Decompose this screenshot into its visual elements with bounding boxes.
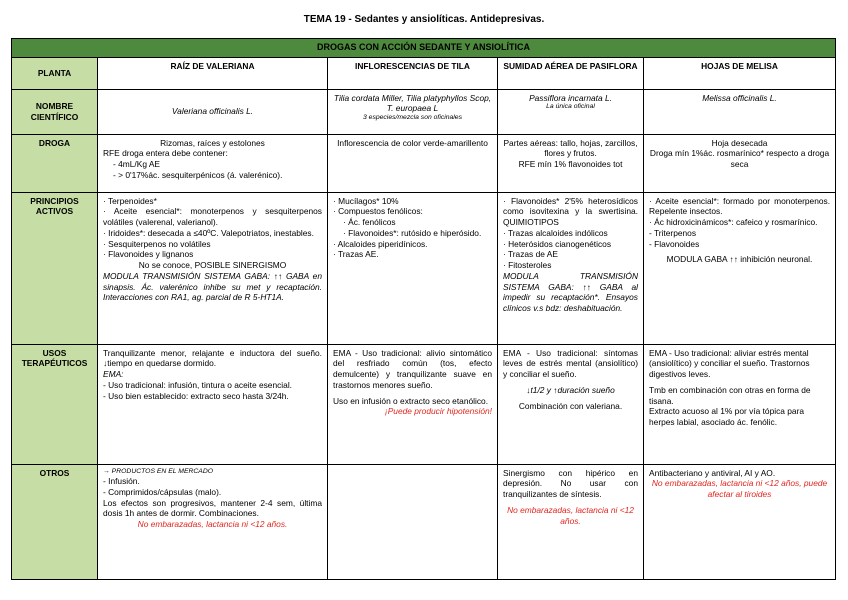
usos-pasiflora: [498, 344, 644, 464]
droga-tila: Inflorescencia de color verde-amarillento: [328, 134, 498, 192]
sci-name-pasiflora-cell: [498, 89, 644, 134]
sci-note-tila: 3 especies/mezcla son oficinales: [363, 114, 462, 122]
sci-note-pasiflora: La única oficinal: [546, 103, 595, 111]
otros-pasiflora: [498, 464, 644, 579]
otros-melisa-line: Antibacteriano y antiviral, AI y AO.: [649, 467, 776, 478]
usos-melisa: [644, 344, 836, 464]
pa-tila-line: · Flavonoides*: rutósido e hiperósido.: [343, 227, 482, 238]
pa-valeriana-line: · Iridoides*: desecada a ≤40ºC. Valepotriatos, inestables.: [103, 227, 314, 238]
col-header-tila: INFLORESCENCIAS DE TILA: [328, 57, 498, 89]
usos-tila: [328, 344, 498, 464]
drug-table: [11, 38, 836, 580]
otros-valeriana-line: - Comprimidos/cápsulas (malo).: [103, 486, 222, 497]
usos-valeriana: [98, 344, 328, 464]
col-header-valeriana: RAÍZ DE VALERIANA: [98, 57, 328, 89]
otros-melisa-warning: No embarazadas, lactancia ni <12 años, puede afectar al tiroides: [651, 478, 828, 500]
pa-pasiflora: [498, 192, 644, 344]
pa-tila-line: · Compuestos fenólicos:: [333, 206, 423, 217]
sci-name-tila: Tilia cordata Miller, Tilia platyphyllos Scop, T. europaea L: [333, 92, 492, 114]
col-header-melisa: HOJAS DE MELISA: [644, 57, 836, 89]
pa-melisa-line: - Triterpenos: [649, 227, 697, 238]
usos-pasiflora-line: Combinación con valeriana.: [518, 400, 623, 411]
sci-name-valeriana: Valeriana officinalis L.: [98, 89, 328, 134]
otros-valeriana-warning: No embarazadas, lactancia ni <12 años.: [137, 519, 288, 530]
droga-valeriana-line: - 4mL/Kg AE: [113, 159, 161, 170]
pa-tila-line: · Trazas AE.: [333, 249, 379, 260]
row-header-usos: USOS TERAPÉUTICOS: [12, 344, 98, 464]
droga-valeriana-line: RFE droga entera debe contener:: [103, 148, 228, 159]
droga-valeriana-line: Rizomas, raíces y estolones: [160, 137, 265, 148]
pa-valeriana-line: MODULA TRANSMISIÓN SISTEMA GABA: ↑↑ GABA en sinapsis. Ác. valerénico inhibe su met y recaptación. Interacciones con RA1, ag. parcial de R 5-HT1A.: [103, 270, 322, 303]
droga-pasiflora-line: Partes aéreas: tallo, hojas, zarcillos, flores y frutos.: [503, 137, 638, 159]
usos-valeriana-line: Tranquilizante menor, relajante e inductora del sueño. ↓tiempo en quedarse dormido.: [103, 347, 322, 369]
usos-pasiflora-line: EMA - Uso tradicional: síntomas leves de estrés mental (ansiolítico) y conciliar el sueño.: [503, 347, 638, 380]
droga-melisa-line: Droga mín 1%ác. rosmarínico* respecto a droga seca: [649, 148, 830, 170]
pa-valeriana-line: · Terpenoides*: [103, 195, 157, 206]
pa-pasiflora-line: · Flavonoides* 2'5% heterosídicos como isovitexina y la swertisina. QUIMIOTIPOS: [503, 195, 638, 228]
pa-valeriana: [98, 192, 328, 344]
pa-melisa-line: - Flavonoides: [649, 238, 700, 249]
usos-valeriana-line: EMA:: [103, 369, 124, 380]
otros-valeriana-line: → PRODUCTOS EN EL MERCADO: [103, 467, 214, 475]
col-header-pasiflora: SUMIDAD AÉREA DE PASIFLORA: [498, 57, 644, 89]
pa-melisa-line: · Ác hidroxicinámicos*: cafeico y rosmarínico.: [649, 217, 818, 228]
row-header-principios: PRINCIPIOS ACTIVOS: [12, 192, 98, 344]
otros-tila-empty: [328, 464, 498, 579]
page-title: TEMA 19 - Sedantes y ansiolíticas. Antidepresivas.: [303, 14, 545, 25]
usos-tila-warning: ¡Puede producir hipotensión!: [384, 406, 492, 417]
row-header-nombre: NOMBRE CIENTÍFICO: [12, 89, 98, 134]
sci-name-tila-cell: [328, 89, 498, 134]
pa-valeriana-line: · Flavonoides y lignanos: [103, 249, 194, 260]
droga-melisa-line: Hoja desecada: [711, 137, 768, 148]
otros-valeriana: [98, 464, 328, 579]
pa-melisa-line: MODULA GABA ↑↑ inhibición neuronal.: [666, 254, 813, 265]
droga-pasiflora: [498, 134, 644, 192]
usos-valeriana-line: - Uso tradicional: infusión, tintura o aceite esencial.: [103, 379, 293, 390]
usos-melisa-line: EMA - Uso tradicional: aliviar estrés mental (ansiolítico) y conciliar el sueño. Trastornos digestivos leves.: [649, 347, 810, 380]
pa-valeriana-line: · Aceite esencial*: monoterpenos y sesquiterpenos volátiles (valerenal, valerianol).: [103, 206, 322, 228]
row-header-otros: OTROS: [12, 464, 98, 579]
sci-name-melisa: Melissa officinalis L.: [644, 89, 836, 134]
usos-valeriana-line: - Uso bien establecido: extracto seco hasta 3/24h.: [103, 390, 289, 401]
droga-pasiflora-line: RFE mín 1% flavonoides tot: [518, 159, 623, 170]
pa-melisa: [644, 192, 836, 344]
pa-tila-line: · Mucílagos* 10%: [333, 195, 399, 206]
pa-pasiflora-line: · Trazas alcaloides indólicos: [503, 227, 608, 238]
pa-tila-line: · Ác. fenólicos: [343, 217, 396, 228]
pa-tila-line: · Alcaloides piperidínicos.: [333, 238, 428, 249]
otros-melisa: [644, 464, 836, 579]
pa-pasiflora-line: · Fitosteroles: [503, 260, 552, 271]
pa-valeriana-line: · Sesquiterpenos no volátiles: [103, 238, 211, 249]
row-header-planta: PLANTA: [12, 57, 98, 89]
otros-pasiflora-line: Sinergismo con hipérico en depresión. No usar con tranquilizantes de síntesis.: [503, 467, 638, 500]
pa-pasiflora-line: MODULA TRANSMISIÓN SISTEMA GABA: ↑↑ GABA al impedir su recaptación*. Ensayos clínicos v.s bdz: deshabituación.: [503, 270, 638, 314]
pa-valeriana-line: No se conoce, POSIBLE SINERGISMO: [138, 260, 287, 271]
usos-melisa-line: Extracto acuoso al 1% por vía tópica para herpes labial, asociado ác. fenólic.: [649, 406, 805, 428]
row-header-droga: DROGA: [12, 134, 98, 192]
droga-valeriana-line: - > 0'17%ác. sesquiterpénicos (á. valerénico).: [113, 169, 283, 180]
pa-melisa-line: · Aceite esencial*: formado por monoterpenos. Repelente insectos.: [649, 195, 831, 217]
usos-tila-line: EMA - Uso tradicional: alivio sintomático del resfriado común (tos, efecto demulcente) y tranquilizante suave en trastornos menores sueño.: [333, 347, 492, 390]
droga-valeriana: [98, 134, 328, 192]
pa-pasiflora-line: · Trazas de AE: [503, 249, 558, 260]
usos-pasiflora-line: ↓t1/2 y ↑duración sueño: [526, 384, 615, 395]
usos-tila-line: Uso en infusión o extracto seco etanólico.: [333, 395, 489, 406]
pa-tila: [328, 192, 498, 344]
otros-pasiflora-warning: No embarazadas, lactancia ni <12 años.: [507, 504, 634, 526]
otros-valeriana-line: Los efectos son progresivos, mantener 2-4 sem, última dosis 1h antes de dormir. Combinaciones.: [103, 497, 322, 519]
table-banner: DROGAS CON ACCIÓN SEDANTE Y ANSIOLÍTICA: [12, 39, 836, 58]
droga-melisa: [644, 134, 836, 192]
otros-valeriana-line: - Infusión.: [103, 476, 140, 487]
sci-name-pasiflora: Passiflora incarnata L.: [529, 92, 612, 103]
pa-pasiflora-line: · Heterósidos cianogenéticos: [503, 238, 612, 249]
usos-melisa-line: Tmb en combinación con otras en forma de tisana.: [649, 384, 811, 406]
